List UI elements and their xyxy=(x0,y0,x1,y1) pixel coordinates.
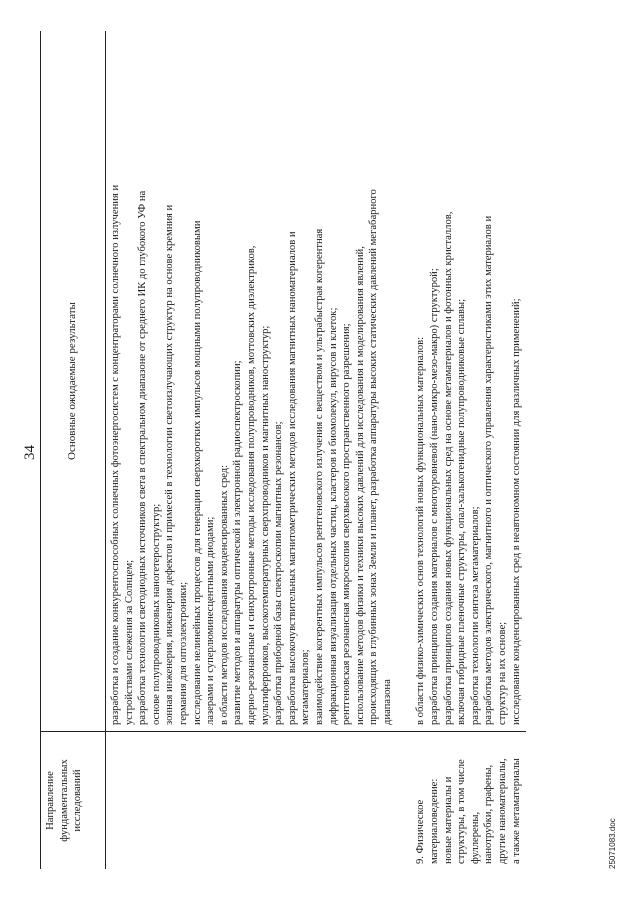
direction-line: а также метаматериалы xyxy=(510,758,522,864)
result-line: ядерно-резонансные и синхротронные методы исследования полупроводников, моттовских диэлектриков, xyxy=(245,245,257,725)
result-line: лазерами и суперлюминесцентными диодами; xyxy=(205,516,217,725)
result-line: происходящих в глубинных зонах Земли и планет, разработка аппаратуры высоких статических давлений мегабарного xyxy=(368,189,380,725)
direction-cell-9 xyxy=(411,731,526,869)
result-line: включая гибридные пленочные структуры, опал-халькогенидные полупроводниковые сплавы; xyxy=(456,298,468,725)
result-line: разработка и создание конкурентоспособных солнечных фотоэнергосистем с концентраторами солнечного излучения и xyxy=(110,184,121,725)
result-line: разработка методов электрического, магнитного и оптического управления характеристиками этих материалов и xyxy=(483,215,495,725)
direction-line: нанотрубки, графены, xyxy=(483,764,495,864)
result-line: в области физико-химических основ технологий новых функциональных материалов: xyxy=(415,336,427,725)
page-number: 34 xyxy=(22,445,38,460)
result-line: разработка принципов создания новых функциональных сред на основе метаматериалов и фотонных кристаллов, xyxy=(442,211,454,725)
direction-line: структуры, в том числе xyxy=(456,759,468,864)
result-line: зонная инженерия, инженерия дефектов и примесей в технологии светоизлучающих структур на основе кремния и xyxy=(164,204,176,725)
result-line: структур на их основе; xyxy=(497,621,509,725)
direction-cell-empty xyxy=(106,731,411,869)
result-line: разработка приборной базы спектроскопии магнитных резонансов; xyxy=(273,421,285,725)
direction-line: 9. Физическое xyxy=(415,799,427,864)
result-line: основе полупроводниковых наногетероструктур; xyxy=(150,503,162,725)
results-cell-continued xyxy=(106,31,411,731)
result-line: развитие методов и аппаратуры оптической и электронной радиоспектроскопии; xyxy=(232,360,244,725)
file-name-footer: 25071083.doc xyxy=(608,818,617,869)
result-line: в области методов исследования конденсированных сред: xyxy=(218,464,230,725)
result-line: исследование конденсированных сред в неавтономном состоянии для различных применений; xyxy=(510,298,522,725)
result-line: разработка принципов создания материалов с многоуровневой (нано-микро-мезо-макро) структурой; xyxy=(429,268,441,725)
direction-line: фуллерены, xyxy=(469,811,481,864)
result-line: мультиферроиков, высокотемпературных сверхпроводников и магнитных наноструктур; xyxy=(259,325,271,725)
direction-line: новые материалы и xyxy=(442,776,454,864)
result-line: разработка технологии светодиодных источников света в спектральном диапазоне от среднего ИК до глубокого УФ на xyxy=(137,190,149,725)
results-table xyxy=(40,31,526,869)
table-row-9 xyxy=(411,31,526,869)
direction-line: другие наноматериалы, xyxy=(497,758,509,864)
result-line: исследование нелинейных процессов для генерации сверхкоротких импульсов мощными полупроводниковыми xyxy=(191,220,203,725)
result-line: взаимодействие когерентных импульсов рентгеновского излучения с веществом и ультрабыстрая когерентная xyxy=(313,228,325,725)
result-line: диапазона xyxy=(381,679,393,725)
result-line: разработка технологии синтеза метаматериалов; xyxy=(469,506,481,725)
row-spacer xyxy=(394,37,408,725)
table-header xyxy=(41,31,106,869)
result-line: использование методов физики и техники высоких давлений для исследования и моделирования явлений, xyxy=(354,246,366,725)
result-line: метаматериалов; xyxy=(300,649,312,725)
header-direction: Направление фундаментальных исследований xyxy=(41,731,105,869)
direction-line: материаловедение: xyxy=(429,778,441,864)
result-line: устройствами слежения за Солнцем; xyxy=(123,559,135,725)
results-cell-9 xyxy=(411,31,526,731)
header-results: Основные ожидаемые результаты xyxy=(66,302,79,460)
result-line: разработка высокочувствительных магнитометрических методов исследования магнитных наноматериалов и xyxy=(286,231,298,725)
table-row-continued xyxy=(106,31,411,869)
result-line: рентгеновская резонансная микроскопия сверхвысокого пространственного разрешения; xyxy=(341,323,353,725)
result-line: германия для оптоэлектроники; xyxy=(177,581,189,725)
result-line: дифракционная визуализация отдельных частиц, кластеров и биомолекул, вирусов и клеток; xyxy=(327,307,339,725)
